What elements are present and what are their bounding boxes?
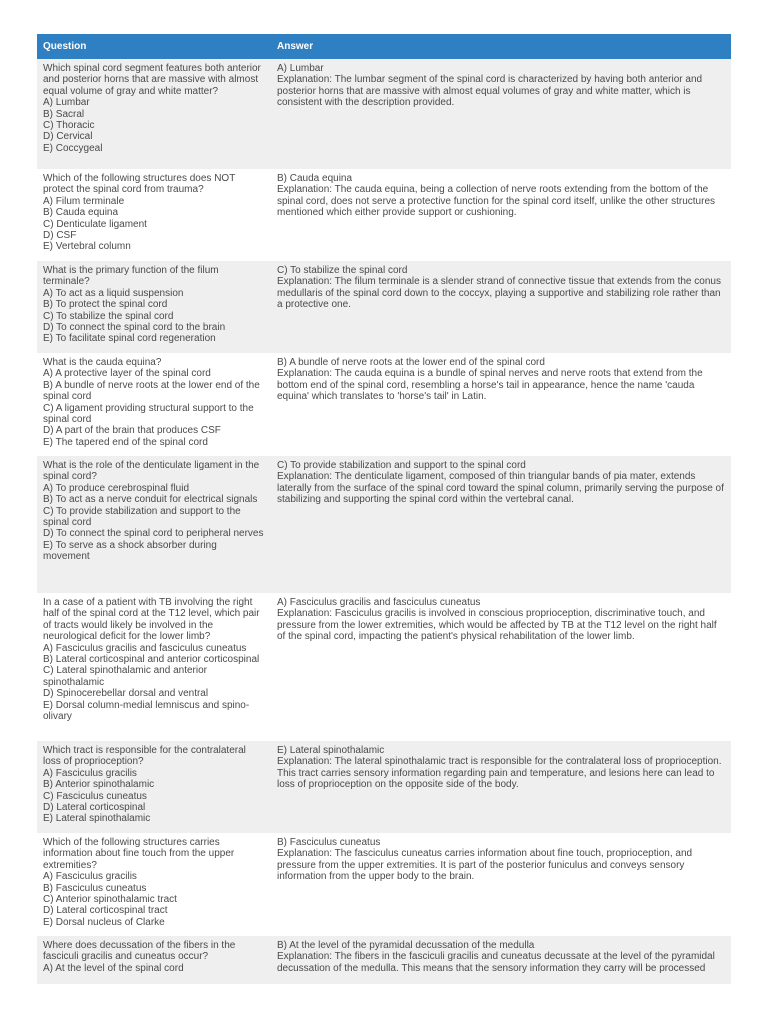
question-text: What is the role of the denticulate ligament in the spinal cord? A) To produce cerebrospinal fluid B) To act as a nerve conduit for electrical signals C) To provide stabilization and support to the spinal cord D) To connect the spinal cord to peripheral nerves E) To serve as a shock absorber during movement xyxy=(43,460,264,563)
table-row xyxy=(37,261,731,353)
question-cell xyxy=(37,456,271,593)
question-text: What is the primary function of the filum terminale? A) To act as a liquid suspension B) To protect the spinal cord C) To stabilize the spinal cord D) To connect the spinal cord to the brain E) To facilitate spinal cord regeneration xyxy=(43,265,226,345)
answer-cell xyxy=(271,741,731,833)
answer-text: B) At the level of the pyramidal decussation of the medulla Explanation: The fibers in the fasciculi gracilis and cuneatus decussate at the level of the pyramidal decussation of the medulla. This means that the sensory information they carry will be processed xyxy=(277,940,715,974)
table-row xyxy=(37,593,731,741)
answer-cell xyxy=(271,353,731,456)
answer-text: B) A bundle of nerve roots at the lower end of the spinal cord Explanation: The cauda equina is a bundle of spinal nerves and nerve roots that extend from the bottom end of the spinal cord, resembling a horse's tail in appearance, hence the name 'cauda equina' which translates to 'horse's tail' in Latin. xyxy=(277,357,703,403)
table-row xyxy=(37,169,731,261)
qa-document-page xyxy=(37,34,731,984)
answer-text: B) Cauda equina Explanation: The cauda equina, being a collection of nerve roots extending from the bottom of the spinal cord, does not serve a protective function for the spinal cord itself, unlike the other structures mentioned which either provide support or cushioning. xyxy=(277,173,716,219)
answer-column-header: Answer xyxy=(271,34,731,59)
answer-text: C) To stabilize the spinal cord Explanation: The filum terminale is a slender strand of connective tissue that extends from the conus medullaris of the spinal cord down to the coccyx, playing a supportive and stabilizing role rather than a protective one. xyxy=(277,265,721,311)
answer-text: A) Fasciculus gracilis and fasciculus cuneatus Explanation: Fasciculus gracilis is involved in conscious proprioception, discriminative touch, and pressure from the lower extremities, which would be affected by TB at the T12 level on the right half of the spinal cord, impacting the patient's physical rehabilitation of the lower limb. xyxy=(277,597,717,643)
table-row xyxy=(37,741,731,833)
question-cell xyxy=(37,59,271,169)
answer-cell xyxy=(271,261,731,353)
answer-text: C) To provide stabilization and support to the spinal cord Explanation: The denticulate ligament, composed of thin triangular bands of pia mater, extends laterally from the surface of the spinal cord toward the spinal column, primarily serving the purpose of stabilizing and supporting the spinal cord within the vertebral canal. xyxy=(277,460,724,506)
answer-cell xyxy=(271,593,731,741)
table-row xyxy=(37,833,731,936)
header-row xyxy=(37,34,731,59)
answer-text: E) Lateral spinothalamic Explanation: The lateral spinothalamic tract is responsible for the contralateral loss of proprioception. This tract carries sensory information regarding pain and temperature, and lesions here can lead to loss of proprioception on the opposite side of the body. xyxy=(277,745,722,791)
question-cell xyxy=(37,936,271,984)
table-row xyxy=(37,353,731,456)
answer-text: A) Lumbar Explanation: The lumbar segment of the spinal cord is characterized by having both anterior and posterior horns that are massive with almost equal volumes of gray and white matter, which is consistent with the description provided. xyxy=(277,63,703,109)
question-cell xyxy=(37,833,271,936)
question-text: Which of the following structures does NOT protect the spinal cord from trauma? A) Filum terminale B) Cauda equina C) Denticulate ligament D) CSF E) Vertebral column xyxy=(43,173,236,253)
table-row xyxy=(37,936,731,984)
answer-cell xyxy=(271,456,731,593)
answer-text: B) Fasciculus cuneatus Explanation: The fasciculus cuneatus carries information about fine touch, proprioception, and pressure from the upper extremities. It is part of the posterior funiculus and conveys sensory information from the upper body to the brain. xyxy=(277,837,693,883)
question-column-header: Question xyxy=(37,34,271,59)
question-text: Which of the following structures carries information about fine touch from the upper extremities? A) Fasciculus gracilis B) Fasciculus cuneatus C) Anterior spinothalamic tract D) Lateral corticospinal tract E) Dorsal nucleus of Clarke xyxy=(43,837,235,928)
answer-cell xyxy=(271,936,731,984)
answer-cell xyxy=(271,59,731,169)
question-cell xyxy=(37,169,271,261)
question-cell xyxy=(37,261,271,353)
answer-cell xyxy=(271,833,731,936)
table-row xyxy=(37,59,731,169)
question-text: Which spinal cord segment features both anterior and posterior horns that are massive with almost equal volume of gray and white matter? A) Lumbar B) Sacral C) Thoracic D) Cervical E) Coccygeal xyxy=(43,63,261,154)
question-text: In a case of a patient with TB involving the right half of the spinal cord at the T12 level, which pair of tracts would likely be involved in the neurological deficit for the lower limb? A) Fasciculus gracilis and fasciculus cuneatus B) Lateral corticospinal and anterior corticospinal C) Lateral spinothalamic and anterior spinothalamic D) Spinocerebellar dorsal and ventral E) Dorsal column-medial lemniscus and spino-olivary xyxy=(43,597,260,723)
question-text: What is the cauda equina? A) A protective layer of the spinal cord B) A bundle of nerve roots at the lower end of the spinal cord C) A ligament providing structural support to the spinal cord D) A part of the brain that produces CSF E) The tapered end of the spinal cord xyxy=(43,357,260,448)
table-row xyxy=(37,456,731,593)
question-text: Which tract is responsible for the contralateral loss of proprioception? A) Fasciculus gracilis B) Anterior spinothalamic C) Fasciculus cuneatus D) Lateral corticospinal E) Lateral spinothalamic xyxy=(43,745,246,825)
question-cell xyxy=(37,353,271,456)
qa-table xyxy=(37,34,731,984)
question-cell xyxy=(37,593,271,741)
question-cell xyxy=(37,741,271,833)
table-body xyxy=(37,59,731,984)
answer-cell xyxy=(271,169,731,261)
question-text: Where does decussation of the fibers in the fasciculi gracilis and cuneatus occur? A) At the level of the spinal cord xyxy=(43,940,236,974)
table-header xyxy=(37,34,731,59)
